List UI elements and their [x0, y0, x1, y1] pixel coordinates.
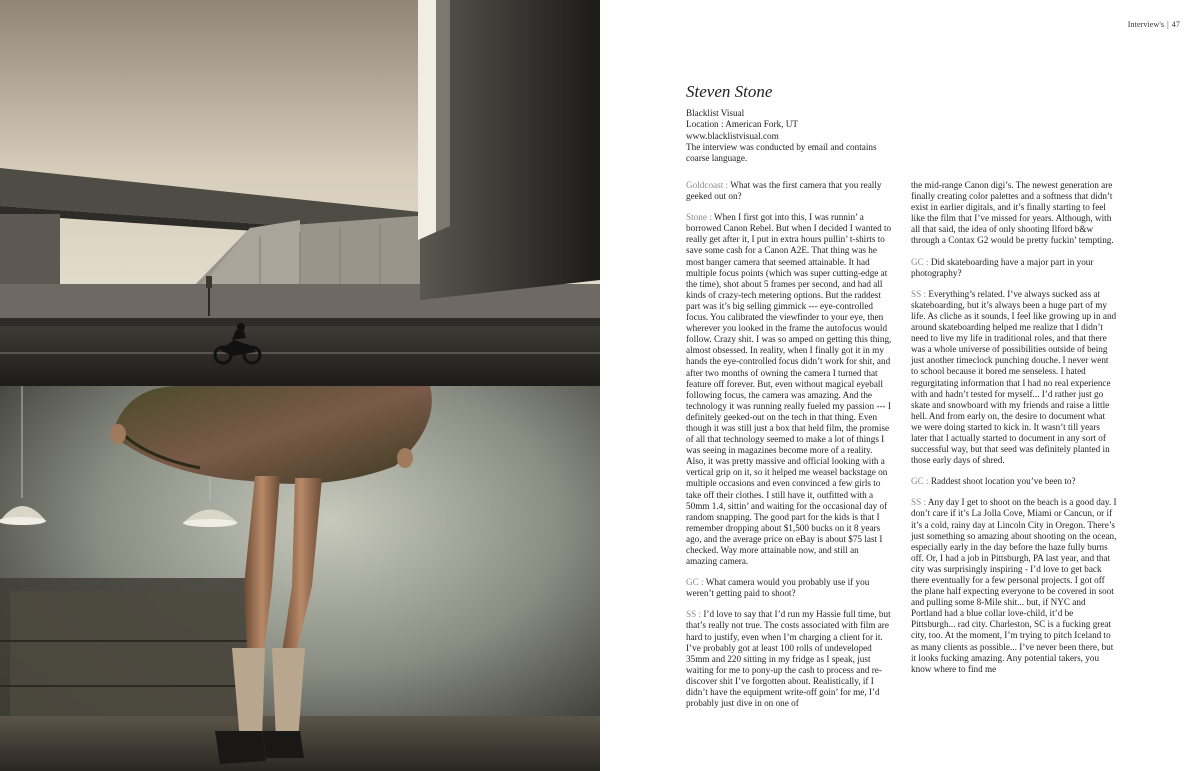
interview-paragraph: [911, 289, 1117, 467]
interview-paragraph: [686, 609, 892, 709]
running-header: [1128, 20, 1180, 29]
section-label: Interview's: [1127, 20, 1165, 29]
interview-paragraph: [686, 212, 892, 567]
paragraph-text: the mid-range Canon digi’s. The newest generation are finally creating color palettes and a softness that didn’t exist in earlier digitals, and it’s finally starting to feel like the film that I’ve missed for years. Although, with all that said, the idea of only shooting Ilford b&w through a Contax G2 would be pretty fuckin’ tempting.: [911, 180, 1114, 246]
interview-note: The interview was conducted by email and contains coarse language.: [686, 141, 877, 164]
paragraph-text: Any day I get to shoot on the beach is a good day. I don’t care if it’s La Jolla Cove, Miami or Cancun, or if it’s a cold, rainy day at Lincoln City in Oregon. There’s just something so amazing about shooting on the ocean, especially early in the day before the haze fully burns off. Or, I had a job in Pittsburgh, PA last year, and that city was surprisingly inspiring - I’d love to get back there eventually for a few personal projects. I got off the plane half expecting everyone to be covered in soot and pulling some 8-Mile shit... but, if NYC and Portland had a blue collar love-child, it’d be Pittsburgh... rad city. Charleston, SC is a fucking great city, too. At the moment, I’m trying to pitch Iceland to as many clients as possible... I’ve never been there, but it looks fucking amazing. Any potential takers, you know where to find me: [911, 497, 1117, 674]
company-name: Blacklist Visual: [686, 108, 745, 118]
interview-byline: [686, 82, 916, 164]
location-line: Location : American Fork, UT: [686, 119, 799, 130]
speaker-label: Goldcoast :: [686, 180, 731, 190]
interview-paragraph: [911, 180, 1117, 247]
interview-column-right: [911, 180, 1117, 685]
paragraph-text: What camera would you probably use if you weren’t getting paid to shoot?: [686, 577, 870, 599]
paragraph-text: I’d love to say that I’d run my Hassie full time, but that’s really not true. The costs associated with film are hard to justify, even when I’m charging a client for it. I’ve probably got at least 100 rolls of undeveloped 35mm and 220 sitting in my fridge as I speak, just waiting for me to pony-up the cash to process and re-discover shit I’ve forgotten about. Realistically, if I didn’t have the equipment write-off goin’ for me, I’d probably just dive in on one of: [686, 609, 891, 709]
paragraph-text: Everything’s related. I’ve always sucked ass at skateboarding, but it’s always been a huge part of my life. As cliche as it sounds, I feel like growing up in and around skateboarding helped me realize that I didn’t need to live my life in traditional roles, and that there was a whole universe of possibilities outside of being just another timeclock punching douche. I never went to school because it bored me senseless. I hated regurgitating information that I had no real experience with and hadn’t tested for myself... I’d rather just go skate and snowboard with my friends and raise a little hell. And from early on, the desire to document what we were doing started to kick in. It wasn’t till years later that I actually started to document in any sort of successful way, but that seed was definitely planted in those early days of shred.: [911, 288, 1117, 466]
paragraph-text: What was the first camera that you really geeked out on?: [686, 180, 882, 202]
speaker-label: SS :: [686, 609, 704, 620]
speaker-label: GC :: [911, 476, 931, 487]
interview-paragraph: [686, 180, 892, 202]
interview-paragraph: [911, 257, 1117, 279]
paragraph-text: Raddest shoot location you’ve been to?: [930, 476, 1076, 487]
paragraph-text: When I first got into this, I was runnin’ a borrowed Canon Rebel. But when I decided I wanted to really get after it, I put in extra hours pullin’ t-shirts to save some cash for a Canon A2E. That thing was he most banger camera that seemed attainable. It had multiple focus points (which was super cutting-edge at the time), shot about 5 frames per second, and had all kinds of crazy-tech metering options. But the raddest part was it’s big selling gimmick --- eye-controlled focus. You calibrated the viewfinder to your eye, then wherever you looked in the frame the autofocus would follow. Crazy shit. I was so amped on getting this thing, almost obsessed. In reality, when I finally got it in my hands the eye-controlled focus didn’t work for shit, and after two months of owning the camera I turned that feature off forever. But, even without magical eyeball following focus, the camera was amazing. And the technology it was running really fueled my passion --- I definitely geeked-out on the tech in that thing. Even though it was still just a box that held film, the promise of all that technology seemed to make a lot of things I was seeing in magazines become more of a reality. Also, it was pretty massive and official looking with a vertical grip on it, so it helped me weasel backstage on multiple occasions and even convinced a few girls to take off their clothes. I still have it, outfitted with a 50mm 1.4, sittin’ and waiting for the occasional day of random snapping. The good part for the kids is that I remember dropping about $1,500 bucks on it 8 years ago, and the average price on eBay is about $75 last I checked. Way more attainable now, and still an amazing camera.: [686, 212, 892, 567]
interview-paragraph: [911, 497, 1117, 675]
page-number: 47: [1171, 20, 1180, 29]
dancer-legs-smoke-photo: [0, 386, 600, 771]
website-link[interactable]: www.blacklistvisual.com: [686, 130, 779, 141]
header-separator: |: [1167, 20, 1169, 29]
overpass-photo-art: [0, 0, 600, 386]
speaker-label: GC :: [686, 577, 706, 588]
paragraph-text: Did skateboarding have a major part in your photography?: [911, 256, 1094, 278]
speaker-label: Stone :: [686, 212, 714, 223]
interview-paragraph: [686, 577, 892, 599]
interview-paragraph: [911, 476, 1117, 487]
speaker-label: SS :: [911, 497, 928, 508]
speaker-label: SS :: [911, 288, 929, 299]
dancer-photo-art: [0, 386, 600, 771]
photographer-name: Steven Stone: [686, 82, 773, 101]
overpass-motorcycle-photo: [0, 0, 600, 386]
speaker-label: GC :: [911, 256, 931, 267]
interview-column-left: [686, 180, 892, 719]
